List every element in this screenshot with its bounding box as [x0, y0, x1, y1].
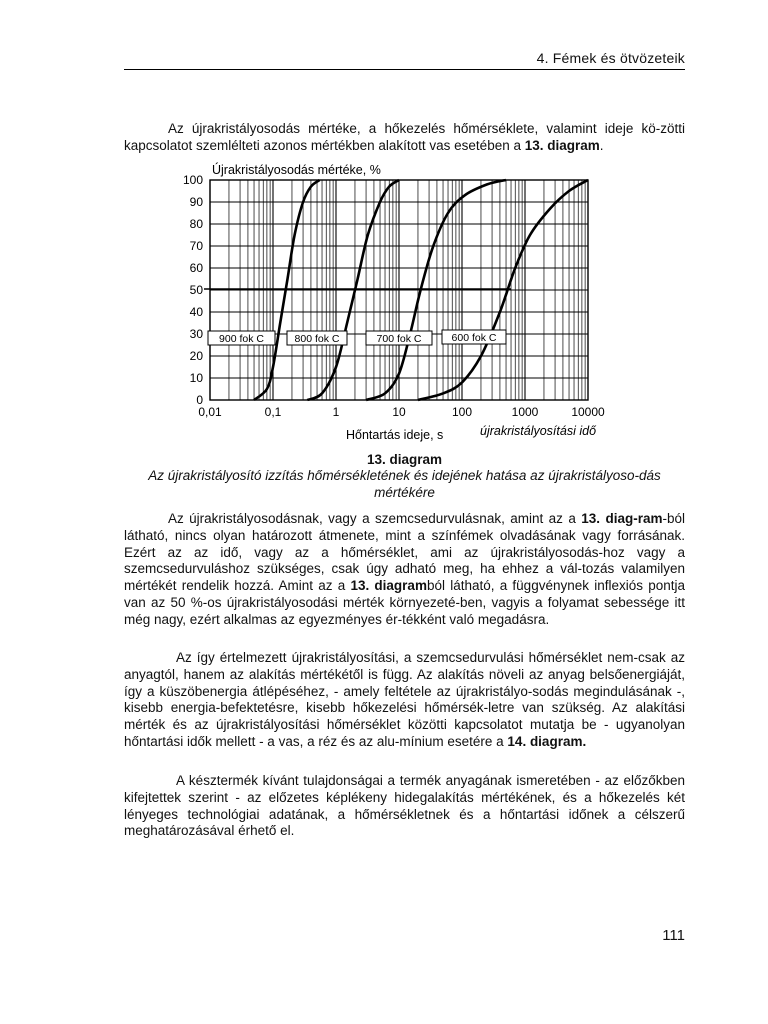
paragraph-2	[124, 511, 685, 629]
x-tick-label: 10	[392, 405, 406, 419]
x-tick-label: 10000	[571, 405, 605, 419]
caption-title: 13. diagram	[366, 452, 443, 467]
x-tick-label: 0,1	[264, 405, 282, 419]
y-tick-label: 90	[189, 195, 203, 209]
paragraph-1	[124, 121, 685, 155]
paragraph-4	[124, 773, 685, 840]
y-tick-label: 80	[189, 217, 203, 231]
header-title: 4. Fémek és ötvözeteik	[536, 50, 685, 66]
p2-text-b: -ból látható, nincs olyan határozott átmenete, mint a színfémek olvadásának vagy forrásának. Ezért az az idő, vagy az a hőmérséklet, ami az újrakristályosodás-hoz vagy a szemcsedurvuláshoz szükséges, csak úgy adható meg, ha ehhez a vál-tozás valamilyen mértékét rendelik hozzá. Amint az a	[124, 511, 685, 594]
p1-text-b: .	[599, 137, 604, 153]
y-tick-label: 50	[189, 283, 203, 297]
page-number: 111	[662, 927, 685, 944]
p3-text-a: Az így értelmezett újrakristályosítási, a szemcsedurvulási hőmérséklet nem-csak az anyagtól, hanem az alakítás mértékétől is függ. Az alakítás növeli az anyag belsőenergiáját, így a küszöbenergia átlépéséhez, - amely feltétele az újrakristályo-sodás megindulásának -, kisebb energia-befektetésre, kisebb hőkezelési hőmérsék-letre van szükség. Az alakítási mérték és az újrakristályosítási hőmérséklet közötti kapcsolatot mutatja be - ugyanolyan hőntartási idők mellett - a vas, a réz és az alu-mínium esetére a	[124, 650, 685, 749]
p1-diagram-ref: 13. diagram	[524, 137, 600, 153]
p2-text-a: Az újrakristályosodásnak, vagy a szemcsedurvulásnak, amint az a	[168, 511, 582, 526]
chart-xlabel: Hőntartás ideje, s	[346, 428, 444, 442]
y-tick-label: 10	[189, 371, 203, 385]
p2-diagram-ref-1: 13. diag-ram	[581, 511, 663, 526]
y-tick-label: 30	[189, 327, 203, 341]
p2-diagram-ref-2: 13. diagram	[350, 578, 427, 594]
p1-text-a: Az újrakristályosodás mértéke, a hőkezelés hőmérséklete, valamint ideje kö-zötti kapcsolatot szemlélteti azonos mértékben alakított vas esetében a	[124, 121, 685, 153]
y-tick-label: 70	[189, 239, 203, 253]
y-tick-label: 20	[189, 349, 203, 363]
recrystallization-chart	[170, 160, 620, 450]
x-tick-label: 1000	[511, 405, 539, 419]
x-tick-label: 1	[332, 405, 340, 419]
chart-ylabel: Újrakristályosodás mértéke, %	[212, 163, 381, 177]
series-label-1: 800 fok C	[294, 333, 340, 345]
running-header	[124, 50, 685, 66]
y-tick-label: 100	[182, 173, 203, 187]
chart-svg	[170, 160, 620, 450]
p3-diagram-ref: 14. diagram.	[507, 733, 587, 749]
caption-text: Az újrakristályosító izzítás hőmérsékletének és idejének hatása az újrakristályoso-dás mértékére	[148, 468, 661, 500]
header-rule	[124, 69, 685, 70]
x-tick-label: 0,01	[198, 405, 222, 419]
chart-xlabel2: újrakristályosítási idő	[480, 424, 597, 438]
y-tick-label: 0	[196, 393, 203, 407]
x-tick-label: 100	[451, 405, 473, 419]
series-label-0: 900 fok C	[219, 333, 264, 345]
p4-text: A késztermék kívánt tulajdonságai a termék anyagának ismeretében - az előzőkben kifejtettek szerint - az előzetes képlékeny hidegalakítás mértékének, és a hőkezelés két lényeges technológiai adatának, a hőmérsékletnek és a hőntartási időnek a célszerű meghatározásával érhető el.	[124, 773, 685, 839]
series-label-3: 600 fok C	[451, 332, 497, 344]
y-tick-label: 60	[189, 261, 203, 275]
p2-text-c: ból látható, a függvénynek inflexiós pontja van az 50 %-os újrakristályosodási mérték környezeté-ben, vagyis a folyamat sebessége itt még nagy, ezért alkalmas az egyezményes ér-tékként való megadásra.	[124, 578, 685, 627]
y-tick-label: 40	[189, 305, 203, 319]
paragraph-3	[124, 650, 685, 751]
series-label-2: 700 fok C	[376, 333, 422, 345]
